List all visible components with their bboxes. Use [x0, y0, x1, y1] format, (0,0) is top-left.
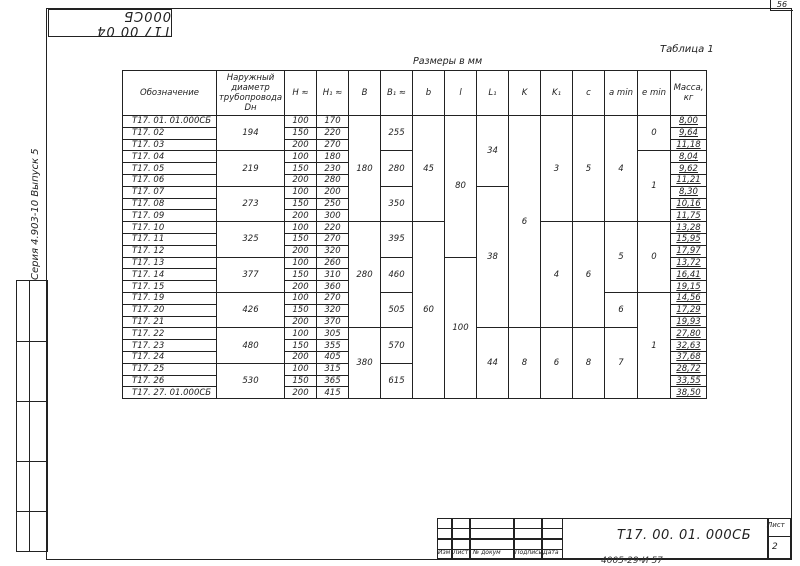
mass-cell: 11,75	[671, 210, 707, 222]
units-label: Размеры в мм	[413, 56, 483, 67]
h-cell: 150	[285, 198, 317, 210]
h1-cell: 355	[317, 340, 349, 352]
h1-cell: 270	[317, 292, 349, 304]
dn-cell: 426	[217, 292, 285, 327]
mass-cell: 8,04	[671, 151, 707, 163]
header-c: c	[573, 71, 605, 116]
h-cell: 200	[285, 174, 317, 186]
dn-cell: 194	[217, 116, 285, 151]
header-bsmall: b	[413, 71, 445, 116]
mass-cell: 17,97	[671, 245, 707, 257]
mass-cell: 38,50	[671, 387, 707, 399]
designation-cell: Т17. 22	[123, 328, 217, 340]
designation-cell: Т17. 21	[123, 316, 217, 328]
h-cell: 100	[285, 116, 317, 128]
dn-cell: 530	[217, 363, 285, 398]
designation-cell: Т17. 08	[123, 198, 217, 210]
tb-list: Лист	[453, 549, 469, 556]
h1-cell: 220	[317, 127, 349, 139]
designation-cell: Т17. 04	[123, 151, 217, 163]
h1-cell: 370	[317, 316, 349, 328]
designation-cell: Т17. 11	[123, 233, 217, 245]
h-cell: 150	[285, 304, 317, 316]
emin-cell: 0	[638, 222, 671, 293]
mass-cell: 19,93	[671, 316, 707, 328]
h-cell: 200	[285, 351, 317, 363]
designation-cell: Т17. 24	[123, 351, 217, 363]
mass-cell: 32,63	[671, 340, 707, 352]
k-cell: 8	[509, 328, 541, 399]
b-cell: 380	[349, 328, 381, 399]
header-b: B	[349, 71, 381, 116]
k1-cell: 6	[541, 328, 573, 399]
emin-cell: 0	[638, 116, 671, 151]
mass-cell: 9,64	[671, 127, 707, 139]
title-block	[437, 518, 790, 558]
corner-number: 56	[770, 0, 793, 11]
header-h1: H₁ ≈	[317, 71, 349, 116]
k-cell: 6	[509, 116, 541, 328]
designation-cell: Т17. 27. 01.000СБ	[123, 387, 217, 399]
h-cell: 100	[285, 151, 317, 163]
tb-date: Дата	[543, 549, 559, 556]
h-cell: 200	[285, 245, 317, 257]
header-mass: Масса, кг	[671, 71, 707, 116]
header-k1: K₁	[541, 71, 573, 116]
tb-izm: Изм	[438, 549, 451, 556]
amin-cell: 4	[605, 116, 638, 222]
h1-cell: 270	[317, 233, 349, 245]
header-b1: B₁ ≈	[381, 71, 413, 116]
h-cell: 200	[285, 316, 317, 328]
table-row	[123, 222, 707, 234]
l-cell: 100	[445, 257, 477, 399]
designation-cell: Т17. 03	[123, 139, 217, 151]
emin-cell: 1	[638, 292, 671, 398]
table-title: Таблица 1	[660, 44, 714, 55]
designation-cell: Т17. 23	[123, 340, 217, 352]
designation-cell: Т17. 25	[123, 363, 217, 375]
table-row	[123, 116, 707, 128]
mass-cell: 11,18	[671, 139, 707, 151]
b1-cell: 255	[381, 116, 413, 151]
l1-cell: 38	[477, 186, 509, 328]
dn-cell: 325	[217, 222, 285, 257]
mass-cell: 17,29	[671, 304, 707, 316]
h-cell: 200	[285, 387, 317, 399]
dn-cell: 273	[217, 186, 285, 221]
header-amin: a min	[605, 71, 638, 116]
h-cell: 150	[285, 163, 317, 175]
h1-cell: 320	[317, 245, 349, 257]
h-cell: 200	[285, 139, 317, 151]
b1-cell: 350	[381, 186, 413, 221]
header-dn: Наружный диаметр трубопровода Dн	[217, 71, 285, 116]
mass-cell: 10,16	[671, 198, 707, 210]
tb-sign: Подпись	[515, 549, 542, 556]
h1-cell: 305	[317, 328, 349, 340]
designation-cell: Т17. 06	[123, 174, 217, 186]
header-k: K	[509, 71, 541, 116]
designation-cell: Т17. 26	[123, 375, 217, 387]
tb-doc: № докум	[473, 549, 501, 556]
mass-cell: 16,41	[671, 269, 707, 281]
designation-cell: Т17. 09	[123, 210, 217, 222]
h1-cell: 270	[317, 139, 349, 151]
rotated-stamp-code: Т17 00 04 000СБ	[48, 9, 172, 37]
b1-cell: 395	[381, 222, 413, 257]
mass-cell: 11,21	[671, 174, 707, 186]
h-cell: 100	[285, 292, 317, 304]
mass-cell: 19,15	[671, 281, 707, 293]
b1-cell: 615	[381, 363, 413, 398]
h-cell: 100	[285, 363, 317, 375]
h-cell: 150	[285, 340, 317, 352]
bsmall-cell: 45	[413, 116, 445, 222]
mass-cell: 8,30	[671, 186, 707, 198]
mass-cell: 13,72	[671, 257, 707, 269]
b1-cell: 505	[381, 292, 413, 327]
mass-cell: 8,00	[671, 116, 707, 128]
designation-cell: Т17. 10	[123, 222, 217, 234]
emin-cell: 1	[638, 151, 671, 222]
header-h: H ≈	[285, 71, 317, 116]
h1-cell: 405	[317, 351, 349, 363]
dn-cell: 480	[217, 328, 285, 363]
header-l: l	[445, 71, 477, 116]
c-cell: 6	[573, 222, 605, 328]
series-label: Серия 4.903-10 Выпуск 5	[30, 148, 41, 280]
h-cell: 200	[285, 210, 317, 222]
amin-cell: 6	[605, 292, 638, 327]
sheet-number: 2	[772, 542, 778, 552]
h1-cell: 320	[317, 304, 349, 316]
h1-cell: 180	[317, 151, 349, 163]
amin-cell: 5	[605, 222, 638, 293]
h1-cell: 310	[317, 269, 349, 281]
h-cell: 150	[285, 269, 317, 281]
designation-cell: Т17. 07	[123, 186, 217, 198]
h1-cell: 300	[317, 210, 349, 222]
amin-cell: 7	[605, 328, 638, 399]
dimensions-table	[122, 70, 707, 399]
header-l1: L₁	[477, 71, 509, 116]
c-cell: 5	[573, 116, 605, 222]
designation-cell: Т17. 12	[123, 245, 217, 257]
mass-cell: 33,55	[671, 375, 707, 387]
designation-cell: Т17. 02	[123, 127, 217, 139]
dn-cell: 377	[217, 257, 285, 292]
designation-cell: Т17. 19	[123, 292, 217, 304]
h-cell: 100	[285, 222, 317, 234]
document-code: Т17. 00. 01. 000СБ	[617, 528, 752, 543]
b1-cell: 280	[381, 151, 413, 186]
header-emin: e min	[638, 71, 671, 116]
h-cell: 150	[285, 127, 317, 139]
mass-cell: 13,28	[671, 222, 707, 234]
h-cell: 100	[285, 328, 317, 340]
k1-cell: 3	[541, 116, 573, 222]
l1-cell: 34	[477, 116, 509, 187]
h1-cell: 315	[317, 363, 349, 375]
designation-cell: Т17. 15	[123, 281, 217, 293]
h1-cell: 260	[317, 257, 349, 269]
b-cell: 180	[349, 116, 381, 222]
designation-cell: Т17. 01. 01.000СБ	[123, 116, 217, 128]
h1-cell: 360	[317, 281, 349, 293]
designation-cell: Т17. 14	[123, 269, 217, 281]
h1-cell: 280	[317, 174, 349, 186]
l-cell: 80	[445, 116, 477, 258]
sheet-label: Лист	[767, 521, 785, 529]
h-cell: 200	[285, 281, 317, 293]
h1-cell: 365	[317, 375, 349, 387]
designation-cell: Т17. 20	[123, 304, 217, 316]
side-approval-strip	[16, 280, 48, 552]
mass-cell: 14,56	[671, 292, 707, 304]
mass-cell: 27,80	[671, 328, 707, 340]
k1-cell: 4	[541, 222, 573, 328]
h1-cell: 200	[317, 186, 349, 198]
h1-cell: 230	[317, 163, 349, 175]
mass-cell: 37,68	[671, 351, 707, 363]
c-cell: 8	[573, 328, 605, 399]
designation-cell: Т17. 13	[123, 257, 217, 269]
h-cell: 100	[285, 257, 317, 269]
header-designation: Обозначение	[123, 71, 217, 116]
h-cell: 150	[285, 233, 317, 245]
b1-cell: 460	[381, 257, 413, 292]
mass-cell: 15,95	[671, 233, 707, 245]
bsmall-cell: 60	[413, 222, 445, 399]
h1-cell: 415	[317, 387, 349, 399]
b1-cell: 570	[381, 328, 413, 363]
footer-code: 4005-29-И 57	[601, 556, 663, 566]
mass-cell: 28,72	[671, 363, 707, 375]
h1-cell: 250	[317, 198, 349, 210]
l1-cell: 44	[477, 328, 509, 399]
h1-cell: 220	[317, 222, 349, 234]
dn-cell: 219	[217, 151, 285, 186]
h1-cell: 170	[317, 116, 349, 128]
mass-cell: 9,62	[671, 163, 707, 175]
h-cell: 100	[285, 186, 317, 198]
b-cell: 280	[349, 222, 381, 328]
h-cell: 150	[285, 375, 317, 387]
designation-cell: Т17. 05	[123, 163, 217, 175]
